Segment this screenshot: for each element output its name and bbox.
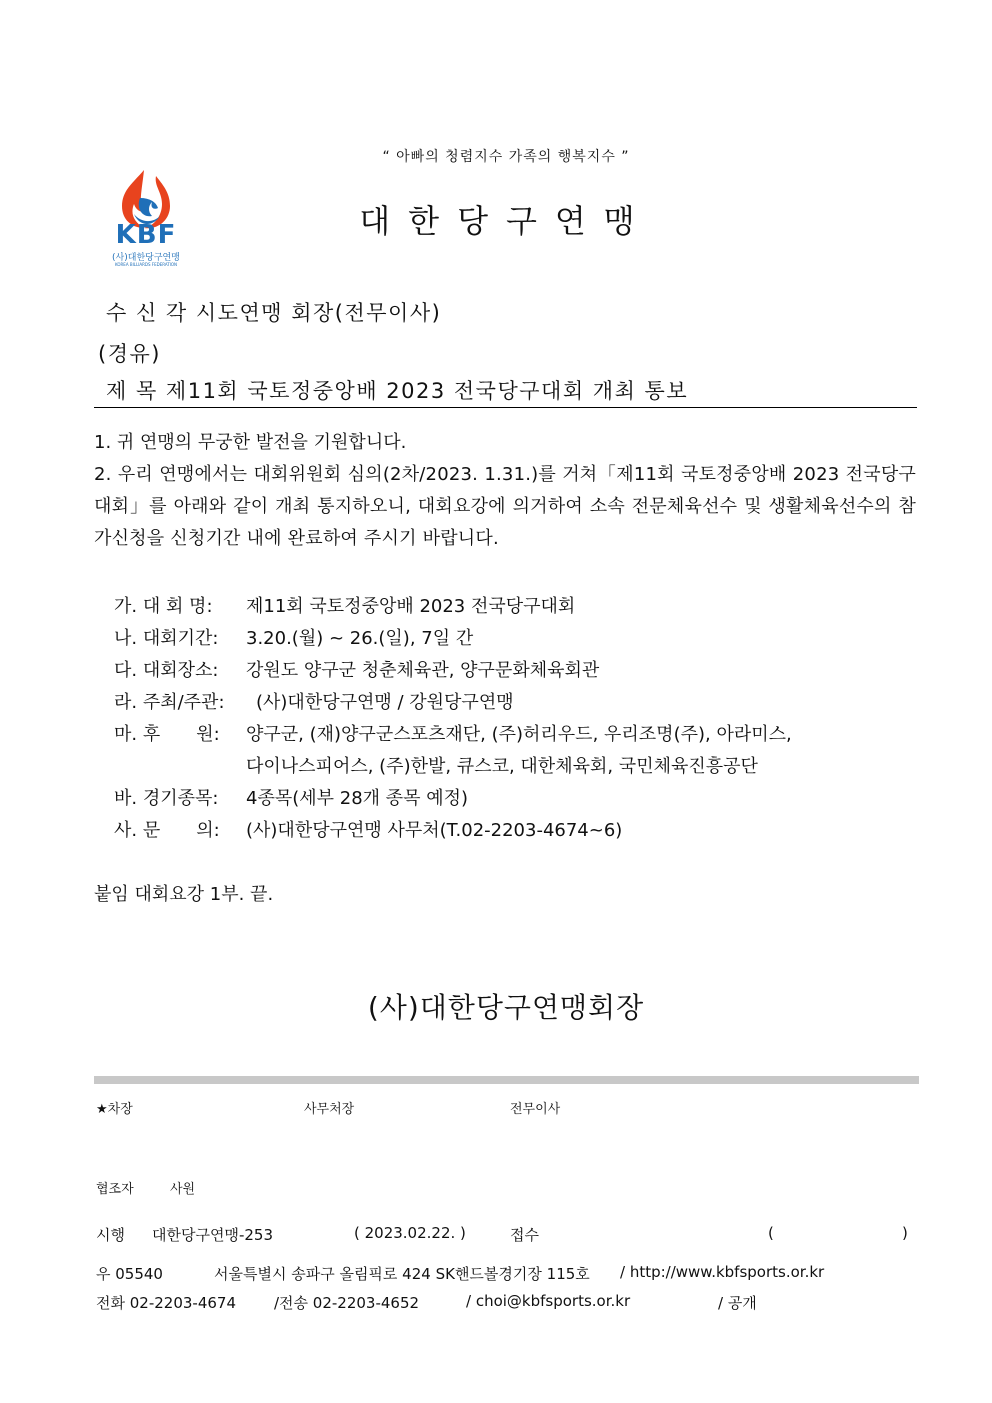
signature: (사)대한당구연맹회장 — [367, 991, 645, 1024]
item-label-6: 바. 경기종목: — [114, 788, 219, 809]
website-link[interactable]: / http://www.kbfsports.or.kr — [620, 1263, 825, 1281]
item-value-2: 3.20.(월) ~ 26.(일), 7일 간 — [246, 628, 474, 649]
item-value-7: (사)대한당구연맹 사무처(T.02-2203-4674~6) — [246, 820, 623, 841]
cooperator-label: 협조자 — [96, 1182, 134, 1197]
paragraph-2: 2. 우리 연맹에서는 대회위원회 심의(2차/2023. 1.31.)를 거쳐「제11회 국토정중앙배 2023 전국당구대회」를 아래와 같이 개최 통지하오니, 대회요강에 의거하여 소속 전문체육선수 및 생활체육선수의 참가신청을 신청기간 내에 완료하여 주시기 바랍니다. — [94, 464, 916, 549]
via: (경유) — [98, 342, 161, 366]
item-label-4: 라. 주최/주관: — [114, 692, 225, 713]
fax: /전송 02-2203-4652 — [274, 1294, 420, 1312]
attachment: 붙임 대회요강 1부. 끝. — [94, 884, 274, 905]
item-value-3: 강원도 양구군 청춘체육관, 양구문화체육회관 — [246, 660, 600, 681]
item-value-4: (사)대한당구연맹 / 강원당구연맹 — [256, 692, 514, 713]
item-value-1: 제11회 국토정중앙배 2023 전국당구대회 — [246, 596, 576, 617]
logo-text: KBF — [115, 220, 177, 250]
email-link[interactable]: / choi@kbfsports.or.kr — [466, 1292, 631, 1310]
receipt-open: ( — [768, 1224, 774, 1242]
item-value-5-cont: 다이나스피어스, (주)한발, 큐스코, 대한체육회, 국민체육진흥공단 — [246, 756, 758, 777]
recipient: 수 신 각 시도연맹 회장(전무이사) — [106, 301, 442, 325]
logo-tagline: KOREA BILLIARDS FEDERATION — [114, 262, 178, 267]
receipt-label: 접수 — [510, 1226, 539, 1244]
motto: “ 아빠의 청렴지수 가족의 행복지수 ” — [382, 149, 630, 165]
approval-secretary: 사무처장 — [304, 1102, 355, 1117]
item-label-7: 사. 문 의: — [114, 820, 220, 841]
item-label-3: 다. 대회장소: — [114, 660, 219, 681]
logo-subtext: (사)대한당구연맹 — [112, 253, 180, 263]
issue-date: ( 2023.02.22. ) — [354, 1224, 466, 1242]
subject: 제 목 제11회 국토정중앙배 2023 전국당구대회 개최 통보 — [106, 379, 689, 403]
cooperator-staff: 사원 — [170, 1182, 196, 1197]
public-status: / 공개 — [718, 1294, 757, 1312]
paragraph-1: 1. 귀 연맹의 무궁한 발전을 기원합니다. — [94, 432, 407, 453]
item-label-2: 나. 대회기간: — [114, 628, 219, 649]
approval-chief: ★차장 — [96, 1102, 133, 1117]
telephone: 전화 02-2203-4674 — [96, 1294, 237, 1312]
item-value-6: 4종목(세부 28개 종목 예정) — [246, 788, 469, 809]
item-label-5: 마. 후 원: — [114, 724, 220, 745]
postal-code: 우 05540 — [96, 1265, 163, 1283]
divider-bar — [94, 1076, 919, 1084]
body — [94, 427, 916, 555]
item-label-1: 가. 대 회 명: — [114, 596, 213, 617]
receipt-close: ) — [902, 1224, 908, 1242]
approval-director: 전무이사 — [510, 1102, 561, 1117]
address: 서울특별시 송파구 올림픽로 424 SK핸드볼경기장 115호 — [214, 1265, 590, 1283]
org-title: 대한당구연맹 — [359, 202, 653, 240]
issue-number: 대한당구연맹-253 — [152, 1226, 273, 1244]
header-rule — [94, 407, 917, 408]
item-value-5: 양구군, (재)양구군스포츠재단, (주)허리우드, 우리조명(주), 아라미스, — [246, 724, 792, 745]
issue-label: 시행 — [96, 1226, 125, 1244]
